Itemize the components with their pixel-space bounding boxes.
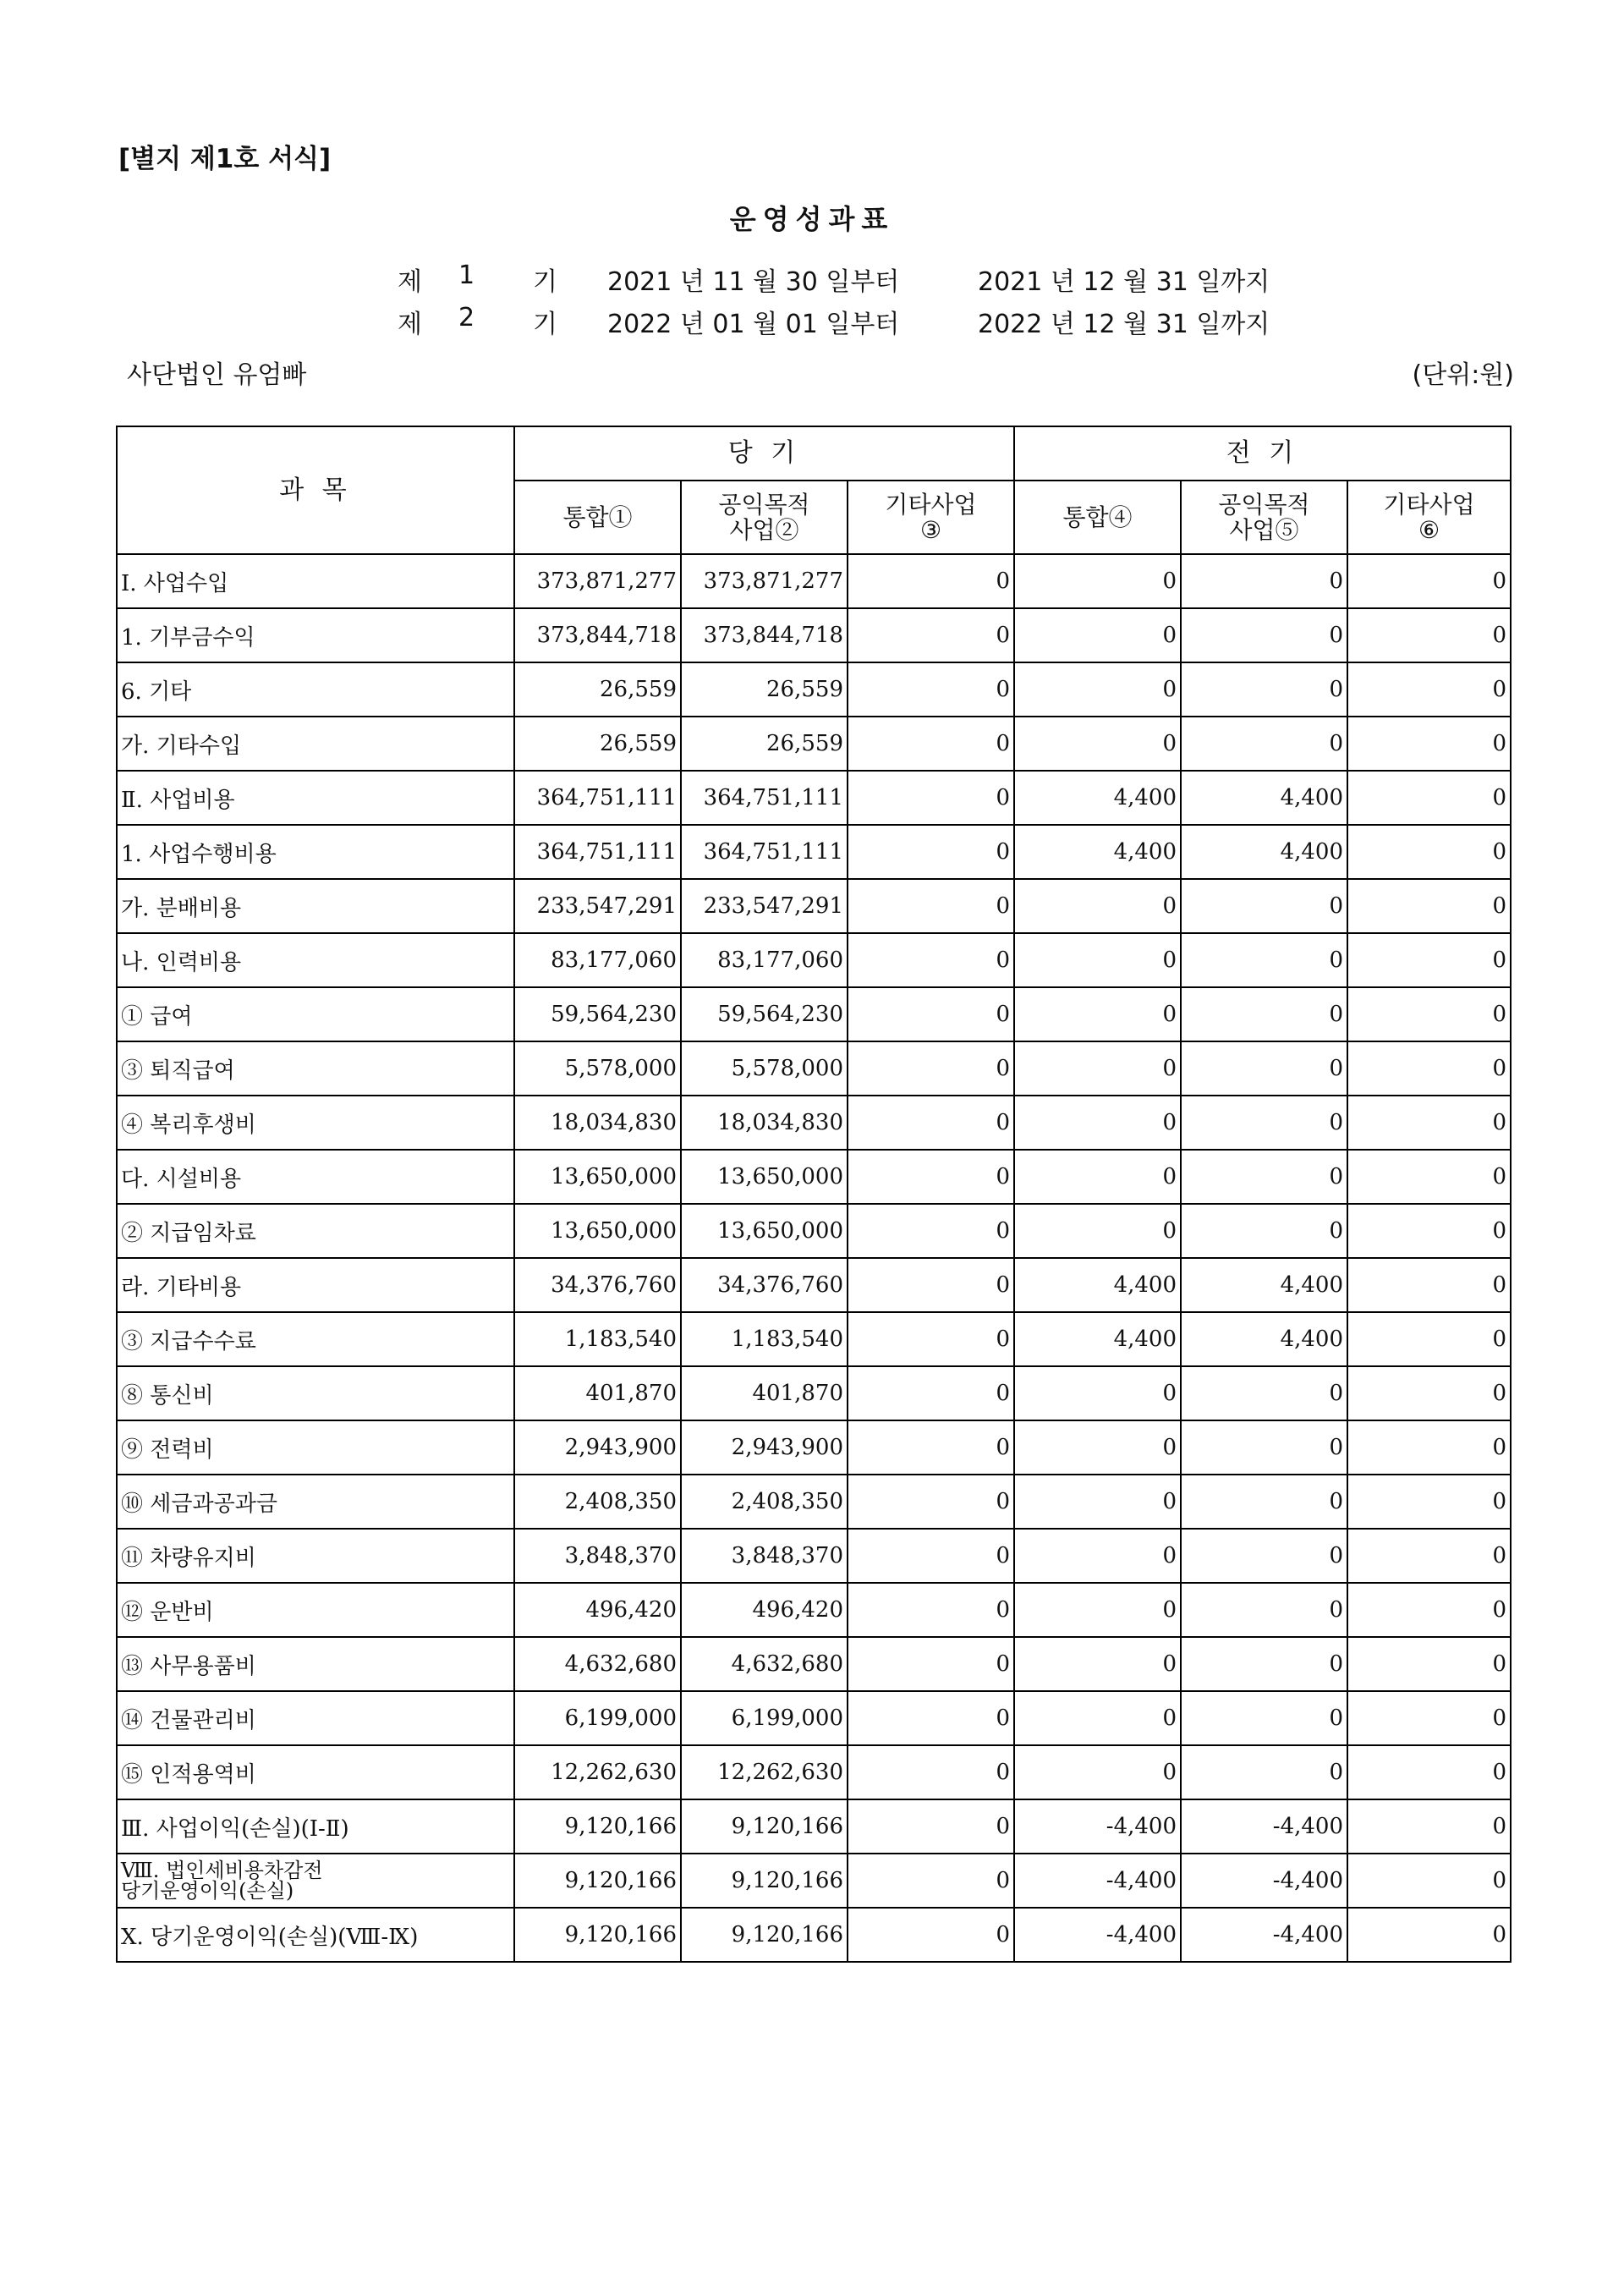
amount-cell: 0 xyxy=(1014,1041,1181,1096)
amount-cell: 6,199,000 xyxy=(514,1691,681,1745)
amount-cell: 0 xyxy=(1347,1420,1511,1475)
row-label xyxy=(117,1745,514,1799)
amount-cell: 0 xyxy=(1181,554,1347,608)
row-label xyxy=(117,1529,514,1583)
row-label-text: ② 지급임차료 xyxy=(121,1220,256,1246)
amount-cell: 9,120,166 xyxy=(514,1854,681,1908)
form-label: [별지 제1호 서식] xyxy=(118,144,332,174)
amount-cell: 0 xyxy=(1181,662,1347,717)
table-row xyxy=(117,1745,1511,1799)
amount-cell: 0 xyxy=(1181,1041,1347,1096)
table-row xyxy=(117,1312,1511,1366)
row-label-text: Ⅹ. 당기운영이익(손실)(Ⅷ-Ⅸ) xyxy=(121,1924,419,1950)
amount-cell: 233,547,291 xyxy=(514,879,681,933)
amount-cell: 1,183,540 xyxy=(514,1312,681,1366)
table-row xyxy=(117,825,1511,879)
row-label xyxy=(117,1096,514,1150)
amount-cell: 26,559 xyxy=(514,662,681,717)
amount-cell: 1,183,540 xyxy=(681,1312,848,1366)
amount-cell: 0 xyxy=(848,771,1014,825)
sub-header-line-1: 통합① xyxy=(562,503,633,531)
amount-cell: 59,564,230 xyxy=(514,987,681,1041)
amount-cell: 0 xyxy=(1347,987,1511,1041)
amount-cell: 0 xyxy=(1347,1691,1511,1745)
amount-cell: 0 xyxy=(848,825,1014,879)
current-public-header xyxy=(681,481,848,554)
period-number: 1 xyxy=(458,261,475,290)
amount-cell: 373,871,277 xyxy=(681,554,848,608)
amount-cell: 0 xyxy=(1347,1475,1511,1529)
table-row xyxy=(117,1475,1511,1529)
amount-cell: 0 xyxy=(848,1637,1014,1691)
amount-cell: 34,376,760 xyxy=(514,1258,681,1312)
amount-cell: 0 xyxy=(848,1475,1014,1529)
row-label-text: ① 급여 xyxy=(121,1003,193,1030)
amount-cell: 0 xyxy=(1347,1854,1511,1908)
amount-cell: 0 xyxy=(848,987,1014,1041)
row-label-text: ⑩ 세금과공과금 xyxy=(121,1491,277,1517)
row-label xyxy=(117,1691,514,1745)
amount-cell: 0 xyxy=(848,1312,1014,1366)
amount-cell: 83,177,060 xyxy=(514,933,681,987)
sub-header-line-1: 공익목적 xyxy=(1218,490,1310,519)
amount-cell: 0 xyxy=(1181,608,1347,662)
amount-cell: 0 xyxy=(848,1041,1014,1096)
amount-cell: 13,650,000 xyxy=(681,1204,848,1258)
table-row xyxy=(117,1799,1511,1854)
amount-cell: 0 xyxy=(1181,1420,1347,1475)
amount-cell: 364,751,111 xyxy=(514,825,681,879)
row-label xyxy=(117,608,514,662)
amount-cell: 0 xyxy=(1347,1799,1511,1854)
amount-cell: 0 xyxy=(848,1258,1014,1312)
amount-cell: 0 xyxy=(848,1745,1014,1799)
amount-cell: 0 xyxy=(848,1691,1014,1745)
row-label-text: ⑮ 인적용역비 xyxy=(121,1761,256,1788)
amount-cell: 3,848,370 xyxy=(514,1529,681,1583)
amount-cell: 0 xyxy=(1014,662,1181,717)
amount-cell: 0 xyxy=(848,717,1014,771)
row-label xyxy=(117,1799,514,1854)
amount-cell: -4,400 xyxy=(1014,1854,1181,1908)
row-label-text: 가. 분배비용 xyxy=(121,895,242,921)
row-label-text: Ⅰ. 사업수입 xyxy=(121,570,229,596)
amount-cell: 59,564,230 xyxy=(681,987,848,1041)
amount-cell: -4,400 xyxy=(1181,1908,1347,1962)
row-label xyxy=(117,1583,514,1637)
row-label xyxy=(117,1420,514,1475)
row-label xyxy=(117,825,514,879)
amount-cell: 4,400 xyxy=(1014,1258,1181,1312)
current-other-header xyxy=(848,481,1014,554)
amount-cell: 9,120,166 xyxy=(514,1799,681,1854)
amount-cell: 0 xyxy=(1347,933,1511,987)
row-label xyxy=(117,1475,514,1529)
amount-cell: 233,547,291 xyxy=(681,879,848,933)
amount-cell: 0 xyxy=(848,1204,1014,1258)
amount-cell: 12,262,630 xyxy=(681,1745,848,1799)
period-start: 2021 년 11 월 30 일부터 xyxy=(607,267,900,297)
amount-cell: 0 xyxy=(1347,1583,1511,1637)
row-label xyxy=(117,1908,514,1962)
row-label xyxy=(117,933,514,987)
amount-cell: 12,262,630 xyxy=(514,1745,681,1799)
amount-cell: 0 xyxy=(1181,1150,1347,1204)
amount-cell: 0 xyxy=(1347,1204,1511,1258)
row-label-text: 1. 사업수행비용 xyxy=(121,841,277,867)
amount-cell: 0 xyxy=(1347,1637,1511,1691)
amount-cell: 0 xyxy=(848,1908,1014,1962)
table-row xyxy=(117,1366,1511,1420)
amount-cell: 0 xyxy=(1347,1312,1511,1366)
amount-cell: 0 xyxy=(1181,1637,1347,1691)
amount-cell: 4,400 xyxy=(1181,1258,1347,1312)
amount-cell: 5,578,000 xyxy=(681,1041,848,1096)
amount-cell: 0 xyxy=(1014,1475,1181,1529)
amount-cell: 4,400 xyxy=(1181,771,1347,825)
row-label-text: 1. 기부금수익 xyxy=(121,624,255,651)
row-label-text: ⑫ 운반비 xyxy=(121,1599,214,1625)
table-row xyxy=(117,662,1511,717)
amount-cell: 0 xyxy=(1014,1150,1181,1204)
amount-cell: 13,650,000 xyxy=(514,1204,681,1258)
table-row xyxy=(117,1529,1511,1583)
amount-cell: 0 xyxy=(1014,879,1181,933)
amount-cell: 4,400 xyxy=(1014,1312,1181,1366)
amount-cell: 4,400 xyxy=(1014,825,1181,879)
row-label xyxy=(117,1258,514,1312)
amount-cell: 6,199,000 xyxy=(681,1691,848,1745)
amount-cell: 4,400 xyxy=(1181,825,1347,879)
document-title: 운영성과표 xyxy=(729,203,895,235)
amount-cell: 0 xyxy=(1181,1204,1347,1258)
current-total-header xyxy=(514,481,681,554)
current-period-header: 당 기 xyxy=(514,426,1014,481)
amount-cell: 0 xyxy=(1347,1529,1511,1583)
sub-header-line-2: 사업② xyxy=(729,515,799,544)
previous-other-header xyxy=(1347,481,1511,554)
amount-cell: 0 xyxy=(1014,1204,1181,1258)
amount-cell: 0 xyxy=(1014,608,1181,662)
amount-cell: 373,871,277 xyxy=(514,554,681,608)
row-label-text: 다. 시설비용 xyxy=(121,1166,242,1192)
table-row xyxy=(117,1691,1511,1745)
table-row xyxy=(117,717,1511,771)
amount-cell: 18,034,830 xyxy=(681,1096,848,1150)
amount-cell: 0 xyxy=(1347,717,1511,771)
amount-cell: 3,848,370 xyxy=(681,1529,848,1583)
amount-cell: 26,559 xyxy=(681,662,848,717)
amount-cell: 0 xyxy=(1181,1475,1347,1529)
amount-cell: 0 xyxy=(848,1529,1014,1583)
row-label-text: ⑪ 차량유지비 xyxy=(121,1545,256,1571)
amount-cell: -4,400 xyxy=(1181,1799,1347,1854)
row-label-text: ③ 퇴직급여 xyxy=(121,1057,235,1084)
previous-period-header: 전 기 xyxy=(1014,426,1511,481)
amount-cell: 0 xyxy=(848,1096,1014,1150)
table-row xyxy=(117,879,1511,933)
period-start: 2022 년 01 월 01 일부터 xyxy=(607,310,900,339)
amount-cell: 0 xyxy=(848,1366,1014,1420)
amount-cell: 0 xyxy=(848,1854,1014,1908)
previous-total-header xyxy=(1014,481,1181,554)
amount-cell: 0 xyxy=(1181,1096,1347,1150)
row-label-text: ⑬ 사무용품비 xyxy=(121,1653,256,1679)
row-label xyxy=(117,1854,514,1908)
period-gi: 기 xyxy=(533,267,557,297)
sub-header-line-1: 기타사업 xyxy=(1383,490,1475,519)
amount-cell: 0 xyxy=(1181,1583,1347,1637)
row-label xyxy=(117,1041,514,1096)
table-row xyxy=(117,1204,1511,1258)
period-end: 2021 년 12 월 31 일까지 xyxy=(978,267,1270,297)
table-row xyxy=(117,608,1511,662)
sub-header-line-2: ⑥ xyxy=(1418,515,1440,544)
amount-cell: 364,751,111 xyxy=(681,825,848,879)
sub-header-line-2: ③ xyxy=(919,515,942,544)
amount-cell: 401,870 xyxy=(681,1366,848,1420)
amount-cell: 0 xyxy=(1181,1745,1347,1799)
amount-cell: 364,751,111 xyxy=(681,771,848,825)
row-label-text: Ⅷ. 법인세비용차감전 xyxy=(121,1859,323,1882)
amount-cell: 0 xyxy=(1347,1150,1511,1204)
amount-cell: 0 xyxy=(1014,1420,1181,1475)
amount-cell: 0 xyxy=(1014,1691,1181,1745)
row-label-text: 가. 기타수입 xyxy=(121,733,242,759)
amount-cell: 496,420 xyxy=(514,1583,681,1637)
amount-cell: -4,400 xyxy=(1181,1854,1347,1908)
amount-cell: 0 xyxy=(1014,1096,1181,1150)
amount-cell: 0 xyxy=(1181,717,1347,771)
row-label xyxy=(117,717,514,771)
amount-cell: 0 xyxy=(848,1420,1014,1475)
table-row xyxy=(117,771,1511,825)
row-label-text: ③ 지급수수료 xyxy=(121,1328,256,1354)
row-label xyxy=(117,662,514,717)
amount-cell: 0 xyxy=(1014,1637,1181,1691)
amount-cell: 0 xyxy=(1347,608,1511,662)
sub-header-line-1: 공익목적 xyxy=(718,490,810,519)
table-row xyxy=(117,1583,1511,1637)
amount-cell: 9,120,166 xyxy=(514,1908,681,1962)
row-label xyxy=(117,1312,514,1366)
period-je: 제 xyxy=(398,267,422,297)
amount-cell: -4,400 xyxy=(1014,1799,1181,1854)
amount-cell: -4,400 xyxy=(1014,1908,1181,1962)
amount-cell: 13,650,000 xyxy=(514,1150,681,1204)
table-row xyxy=(117,933,1511,987)
amount-cell: 0 xyxy=(1347,771,1511,825)
table-row xyxy=(117,1150,1511,1204)
amount-cell: 0 xyxy=(1181,1366,1347,1420)
operating-results-table xyxy=(116,426,1512,1963)
row-label xyxy=(117,879,514,933)
table-body xyxy=(117,554,1511,1962)
amount-cell: 0 xyxy=(1347,1041,1511,1096)
amount-cell: 0 xyxy=(1181,879,1347,933)
period-end: 2022 년 12 월 31 일까지 xyxy=(978,310,1270,339)
row-label-text: ④ 복리후생비 xyxy=(121,1112,256,1138)
table-row xyxy=(117,554,1511,608)
amount-cell: 0 xyxy=(848,554,1014,608)
subject-header: 과 목 xyxy=(117,426,514,554)
amount-cell: 0 xyxy=(1014,1583,1181,1637)
amount-cell: 0 xyxy=(1347,1908,1511,1962)
amount-cell: 4,632,680 xyxy=(681,1637,848,1691)
organization-name: 사단법인 유엄빠 xyxy=(127,360,307,390)
amount-cell: 5,578,000 xyxy=(514,1041,681,1096)
amount-cell: 0 xyxy=(848,662,1014,717)
table-row xyxy=(117,1420,1511,1475)
amount-cell: 2,408,350 xyxy=(681,1475,848,1529)
row-label xyxy=(117,1637,514,1691)
row-label xyxy=(117,1366,514,1420)
table-row xyxy=(117,987,1511,1041)
row-label-text: Ⅲ. 사업이익(손실)(Ⅰ-Ⅱ) xyxy=(121,1815,349,1842)
amount-cell: 401,870 xyxy=(514,1366,681,1420)
amount-cell: 0 xyxy=(848,1150,1014,1204)
row-label xyxy=(117,554,514,608)
table-row xyxy=(117,1258,1511,1312)
table-row xyxy=(117,1908,1511,1962)
amount-cell: 0 xyxy=(1181,933,1347,987)
amount-cell: 0 xyxy=(1347,662,1511,717)
amount-cell: 373,844,718 xyxy=(514,608,681,662)
table-row xyxy=(117,1096,1511,1150)
amount-cell: 0 xyxy=(1181,1529,1347,1583)
amount-cell: 0 xyxy=(848,1799,1014,1854)
amount-cell: 0 xyxy=(1347,1258,1511,1312)
row-label xyxy=(117,1204,514,1258)
amount-cell: 0 xyxy=(1347,1096,1511,1150)
sub-header-line-2: 사업⑤ xyxy=(1229,515,1299,544)
amount-cell: 83,177,060 xyxy=(681,933,848,987)
amount-cell: 0 xyxy=(1014,1529,1181,1583)
sub-header-line-1: 통합④ xyxy=(1062,503,1133,531)
amount-cell: 2,943,900 xyxy=(514,1420,681,1475)
amount-cell: 0 xyxy=(848,933,1014,987)
amount-cell: 0 xyxy=(1181,1691,1347,1745)
amount-cell: 4,400 xyxy=(1181,1312,1347,1366)
row-label-text-2: 당기운영이익(손실) xyxy=(121,1879,294,1903)
amount-cell: 0 xyxy=(848,608,1014,662)
period-je: 제 xyxy=(398,310,422,339)
row-label-text: 6. 기타 xyxy=(121,678,192,705)
amount-cell: 0 xyxy=(1181,987,1347,1041)
amount-cell: 496,420 xyxy=(681,1583,848,1637)
amount-cell: 0 xyxy=(1014,554,1181,608)
table-row xyxy=(117,1041,1511,1096)
amount-cell: 9,120,166 xyxy=(681,1799,848,1854)
amount-cell: 4,400 xyxy=(1014,771,1181,825)
row-label xyxy=(117,1150,514,1204)
amount-cell: 0 xyxy=(848,879,1014,933)
amount-cell: 34,376,760 xyxy=(681,1258,848,1312)
row-label xyxy=(117,771,514,825)
amount-cell: 0 xyxy=(1347,879,1511,933)
table-row xyxy=(117,1637,1511,1691)
amount-cell: 0 xyxy=(1014,987,1181,1041)
amount-cell: 26,559 xyxy=(514,717,681,771)
amount-cell: 26,559 xyxy=(681,717,848,771)
row-label-text: ⑨ 전력비 xyxy=(121,1436,214,1463)
row-label-text: ⑭ 건물관리비 xyxy=(121,1707,256,1733)
amount-cell: 0 xyxy=(1014,933,1181,987)
amount-cell: 9,120,166 xyxy=(681,1854,848,1908)
amount-cell: 18,034,830 xyxy=(514,1096,681,1150)
amount-cell: 364,751,111 xyxy=(514,771,681,825)
row-label-text: 라. 기타비용 xyxy=(121,1274,242,1300)
amount-cell: 0 xyxy=(1347,1366,1511,1420)
period-number: 2 xyxy=(458,303,475,332)
amount-cell: 0 xyxy=(1347,1745,1511,1799)
amount-cell: 4,632,680 xyxy=(514,1637,681,1691)
amount-cell: 2,408,350 xyxy=(514,1475,681,1529)
amount-cell: 0 xyxy=(1014,717,1181,771)
amount-cell: 0 xyxy=(1014,1745,1181,1799)
table-row xyxy=(117,1854,1511,1908)
previous-public-header xyxy=(1181,481,1347,554)
amount-cell: 2,943,900 xyxy=(681,1420,848,1475)
row-label-text: Ⅱ. 사업비용 xyxy=(121,787,235,813)
sub-header-line-1: 기타사업 xyxy=(885,490,977,519)
period-gi: 기 xyxy=(533,310,557,339)
unit-label: (단위:원) xyxy=(1412,360,1514,390)
amount-cell: 0 xyxy=(848,1583,1014,1637)
amount-cell: 0 xyxy=(1014,1366,1181,1420)
amount-cell: 373,844,718 xyxy=(681,608,848,662)
row-label-text: 나. 인력비용 xyxy=(121,949,242,975)
amount-cell: 0 xyxy=(1347,554,1511,608)
amount-cell: 9,120,166 xyxy=(681,1908,848,1962)
row-label-text: ⑧ 통신비 xyxy=(121,1382,214,1409)
amount-cell: 13,650,000 xyxy=(681,1150,848,1204)
row-label xyxy=(117,987,514,1041)
amount-cell: 0 xyxy=(1347,825,1511,879)
